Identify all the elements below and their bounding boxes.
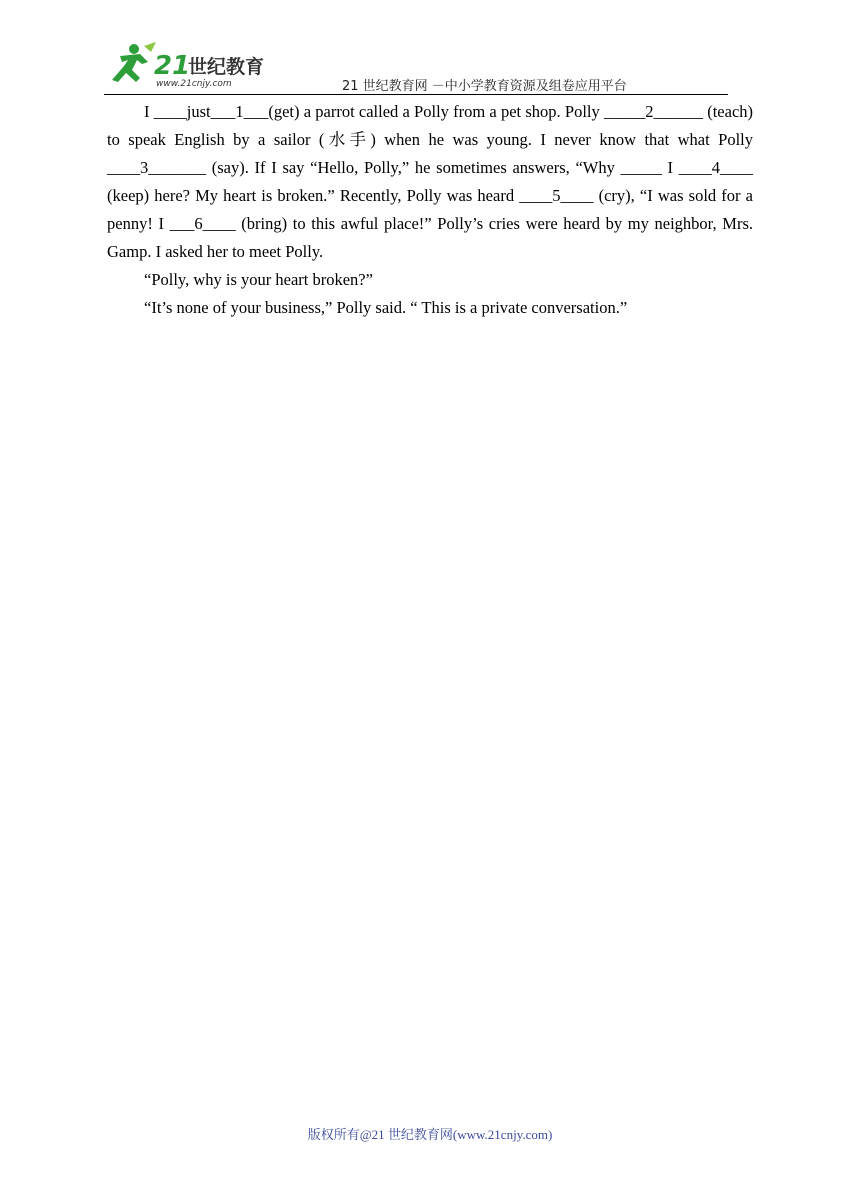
text-segment: (say). If I say “Hello, Polly,” he sometimes answers, “Why xyxy=(206,158,621,177)
text-segment: (cry), “I was sold for a penny! I xyxy=(107,186,753,233)
blank-2: _____2______ xyxy=(603,102,703,121)
text-segment: (teach) to speak English by a sailor (水手) when he was young. I never know that what Polly xyxy=(107,102,754,149)
passage-paragraph-2: “Polly, why is your heart broken?” xyxy=(144,270,373,289)
blank-1: ____just___1___ xyxy=(153,102,269,121)
21cnjy-logo xyxy=(104,40,284,90)
logo-chinese-name: 世纪教育 xyxy=(188,56,265,78)
blank-3: ____3_______ xyxy=(107,158,206,177)
blank-6: ___6____ xyxy=(169,214,236,233)
blank-4: ____4____ xyxy=(678,158,753,177)
text-segment: (bring) to this awful place!” Polly’s cries were heard by my neighbor, Mrs. Gamp. I asked her to meet Polly. xyxy=(107,214,753,261)
page-header xyxy=(104,40,728,96)
blank-why: _____ xyxy=(620,158,662,177)
text-segment: I xyxy=(661,158,679,177)
header-rule xyxy=(104,94,728,95)
copyright-footer: 版权所有@21 世纪教育网(www.21cnjy.com) xyxy=(307,1127,553,1142)
logo-number: 21 xyxy=(154,51,191,81)
header-caption: 21 世纪教育网 －中小学教育资源及组卷应用平台 xyxy=(342,79,627,94)
passage xyxy=(107,98,753,322)
text-segment: (get) a parrot called a Polly from a pet shop. Polly xyxy=(268,102,604,121)
passage-paragraph-3: “It’s none of your business,” Polly said. “ This is a private conversation.” xyxy=(144,298,628,317)
blank-5: ____5____ xyxy=(519,186,594,205)
text-segment: I xyxy=(144,102,154,121)
text-segment: (keep) here? My heart is broken.” Recently, Polly was heard xyxy=(107,186,520,205)
passage-paragraph-1 xyxy=(107,98,753,266)
logo-url: www.21cnjy.com xyxy=(156,79,232,89)
